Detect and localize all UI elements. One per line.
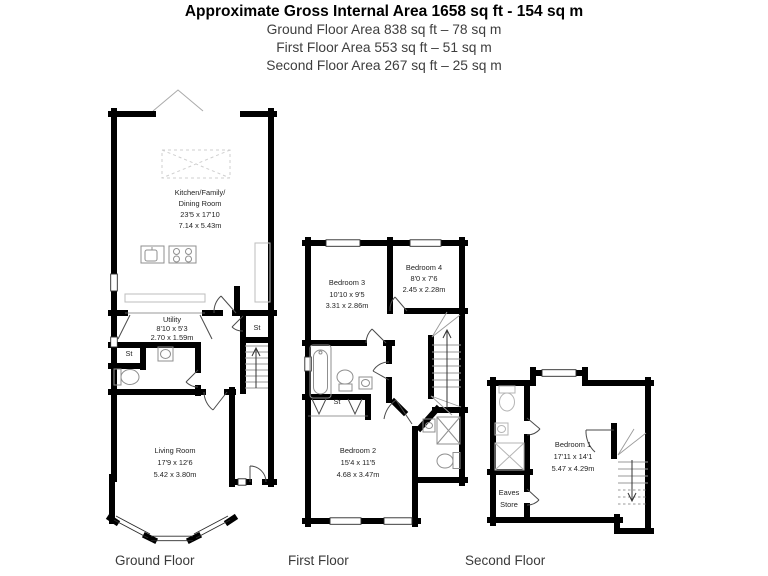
first-stairs-icon bbox=[431, 312, 461, 415]
page-title: Approximate Gross Internal Area 1658 sq ft - 154 sq m bbox=[184, 3, 584, 20]
rooflight-icon bbox=[162, 150, 230, 178]
ensuite-basin-icon bbox=[495, 423, 508, 435]
kitchen-metric: 7.14 x 5.43m bbox=[178, 221, 222, 230]
bedroom4-label bbox=[403, 263, 446, 294]
bedroom2-imperial: 15'4 x 11'5 bbox=[340, 458, 376, 467]
store-left-label: St bbox=[125, 349, 133, 358]
ensuite-shower-icon bbox=[495, 443, 524, 470]
first-floor-area-text: First Floor Area 553 sq ft – 51 sq m bbox=[276, 40, 492, 55]
bedroom1-name: Bedroom 1 bbox=[554, 440, 592, 449]
shower-room-toilet-icon bbox=[437, 453, 460, 469]
utility-imperial: 8'10 x 5'3 bbox=[156, 324, 188, 333]
bathroom-basin-icon bbox=[359, 377, 372, 389]
hob-icon bbox=[169, 246, 196, 263]
sink-unit-icon bbox=[141, 246, 164, 263]
bedroom2-metric: 4.68 x 3.47m bbox=[336, 470, 380, 479]
living-room-door bbox=[204, 392, 227, 410]
ground-floor-area-text: Ground Floor Area 838 sq ft – 78 sq m bbox=[266, 22, 502, 37]
bedroom1-imperial: 17'11 x 14'1 bbox=[553, 452, 593, 461]
bedroom3-imperial: 10'10 x 9'5 bbox=[329, 290, 365, 299]
bedroom4-window bbox=[410, 240, 441, 247]
front-sidelight-window bbox=[238, 479, 246, 485]
kitchen-counter bbox=[125, 294, 205, 302]
living-imperial: 17'9 x 12'6 bbox=[157, 458, 193, 467]
kitchen-name-2: Dining Room bbox=[178, 199, 222, 208]
bedroom2-window-right bbox=[384, 518, 412, 525]
shower-icon bbox=[437, 417, 460, 444]
bedroom3-metric: 3.31 x 2.86m bbox=[325, 301, 369, 310]
bedroom3-label bbox=[326, 278, 369, 310]
basin-icon bbox=[158, 347, 173, 361]
living-room-label bbox=[154, 446, 197, 479]
dormer-window bbox=[542, 370, 576, 377]
bedroom4-imperial: 8'0 x 7'6 bbox=[410, 274, 438, 283]
kitchen-label bbox=[175, 188, 226, 230]
bedroom2-label bbox=[337, 446, 380, 479]
eaves-store-label bbox=[499, 488, 520, 509]
second-floor-area-text: Second Floor Area 267 sq ft – 25 sq m bbox=[266, 58, 502, 73]
ground-floor-plan bbox=[110, 90, 274, 541]
wc-window bbox=[111, 337, 118, 347]
first-floor-plan bbox=[305, 240, 465, 525]
bedroom2-window-left bbox=[330, 518, 361, 525]
bedroom1-label bbox=[552, 440, 595, 473]
kitchen-name-1: Kitchen/Family/ bbox=[174, 188, 226, 197]
bay-window bbox=[114, 516, 230, 541]
open-doors-peak bbox=[153, 90, 203, 111]
store-right-label: St bbox=[253, 323, 261, 332]
bath-icon bbox=[310, 345, 331, 398]
bedroom3-window bbox=[326, 240, 360, 247]
second-stairs-icon bbox=[618, 429, 648, 504]
ensuite-toilet-icon bbox=[499, 386, 515, 411]
bedroom4-name: Bedroom 4 bbox=[405, 263, 443, 272]
utility-label bbox=[151, 315, 194, 342]
bay-corner-stubs bbox=[110, 518, 234, 540]
second-floor-caption: Second Floor bbox=[465, 553, 546, 568]
ground-floor-caption: Ground Floor bbox=[115, 553, 195, 568]
first-floor-caption: First Floor bbox=[288, 553, 349, 568]
bedroom4-metric: 2.45 x 2.28m bbox=[402, 285, 446, 294]
kitchen-window bbox=[111, 274, 118, 291]
utility-name: Utility bbox=[162, 315, 182, 324]
bedroom3-name: Bedroom 3 bbox=[328, 278, 366, 287]
utility-metric: 2.70 x 1.59m bbox=[150, 333, 194, 342]
kitchen-imperial: 23'5 x 17'10 bbox=[180, 210, 220, 219]
bedroom2-name: Bedroom 2 bbox=[339, 446, 377, 455]
toilet-icon bbox=[114, 369, 139, 385]
first-store-label: St bbox=[333, 397, 341, 406]
second-floor-plan bbox=[490, 370, 651, 531]
eaves-line1: Eaves bbox=[498, 488, 520, 497]
bedroom1-metric: 5.47 x 4.29m bbox=[551, 464, 595, 473]
living-name: Living Room bbox=[154, 446, 196, 455]
hall-cupboard bbox=[255, 243, 270, 302]
living-metric: 5.42 x 3.80m bbox=[153, 470, 197, 479]
eaves-line2: Store bbox=[500, 500, 518, 509]
bathroom-toilet-icon bbox=[337, 370, 353, 391]
ground-stairs-icon bbox=[245, 346, 268, 388]
